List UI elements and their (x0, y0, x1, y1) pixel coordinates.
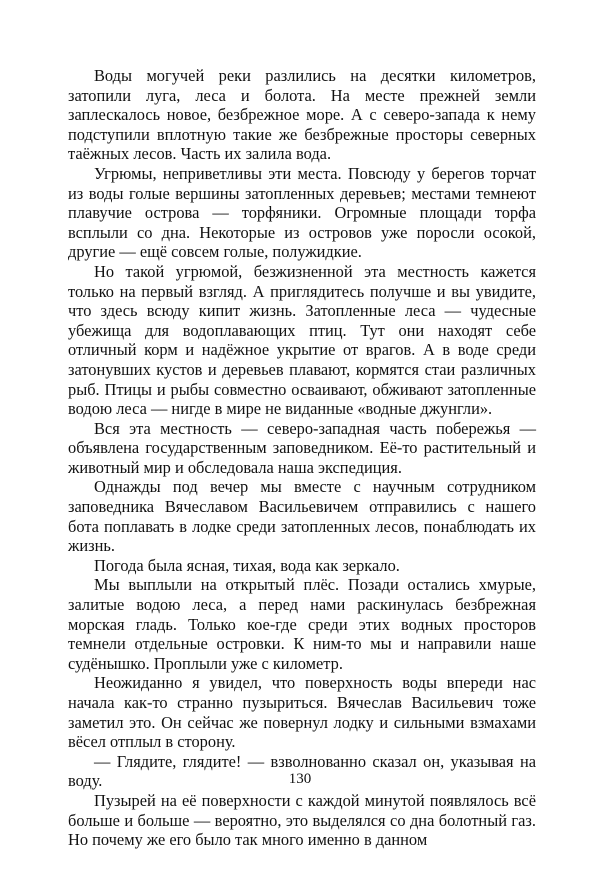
paragraph-1: Воды могучей реки разлились на десятки километров, затопили луга, леса и болота. На месте прежней земли заплескалось новое, безбрежное море. А с северо-запада к нему подступили вплотную такие же безбрежные просторы северных таёжных лесов. Часть их залила вода. (68, 66, 536, 164)
paragraph-8: Неожиданно я увидел, что поверхность воды впереди нас начала как-то странно пузыриться. Вячеслав Васильевич тоже заметил это. Он сейчас же повернул лодку и сильными взмахами вёсел отплыл в сторону. (68, 673, 536, 752)
paragraph-7: Мы выплыли на открытый плёс. Позади остались хмурые, залитые водою леса, а перед нами раскинулась безбрежная морская гладь. Только кое-где среди этих водных просторов темнели отдельные островки. К ним-то мы и направили наше судёнышко. Проплыли уже с километр. (68, 575, 536, 673)
paragraph-5: Однажды под вечер мы вместе с научным сотрудником заповедника Вячеславом Васильевичем отправились с нашего бота поплавать в лодке среди затопленных лесов, понаблюдать их жизнь. (68, 477, 536, 556)
page-number: 130 (288, 771, 312, 787)
paragraph-4: Вся эта местность — северо-западная часть побережья — объявлена государственным заповедником. Её-то растительный и животный мир и обследовала наша экспедиция. (68, 418, 536, 477)
paragraph-10: Пузырей на её поверхности с каждой минутой появлялось всё больше и больше — вероятно, это выделялся со дна болотный газ. Но почему же его было так много именно в данном (68, 790, 536, 850)
body-text (68, 66, 536, 850)
paragraph-3: Но такой угрюмой, безжизненной эта местность кажется только на первый взгляд. А приглядитесь получше и вы увидите, что здесь всюду кипит жизнь. Затопленные леса — чудесные убежища для водоплавающих птиц. Тут они находят себе отличный корм и надёжное укрытие от врагов. А в воде среди затонувших кустов и деревьев плавают, кормятся стаи различных рыб. Птицы и рыбы совместно осваивают, обживают затопленные водою леса — нигде в мире не виданные «водные джунгли». (68, 261, 536, 419)
paragraph-9: — Глядите, глядите! — взволнованно сказал он, указывая на воду. (68, 751, 536, 791)
paragraph-2: Угрюмы, неприветливы эти места. Повсюду у берегов торчат из воды голые вершины затопленных деревьев; местами темнеют плавучие острова — торфяники. Огромные площади торфа всплыли со дна. Некоторые из островов уже поросли осокой, другие — ещё совсем голые, полужидкие. (68, 163, 536, 262)
paragraph-6: Погода была ясная, тихая, вода как зеркало. (94, 555, 400, 575)
